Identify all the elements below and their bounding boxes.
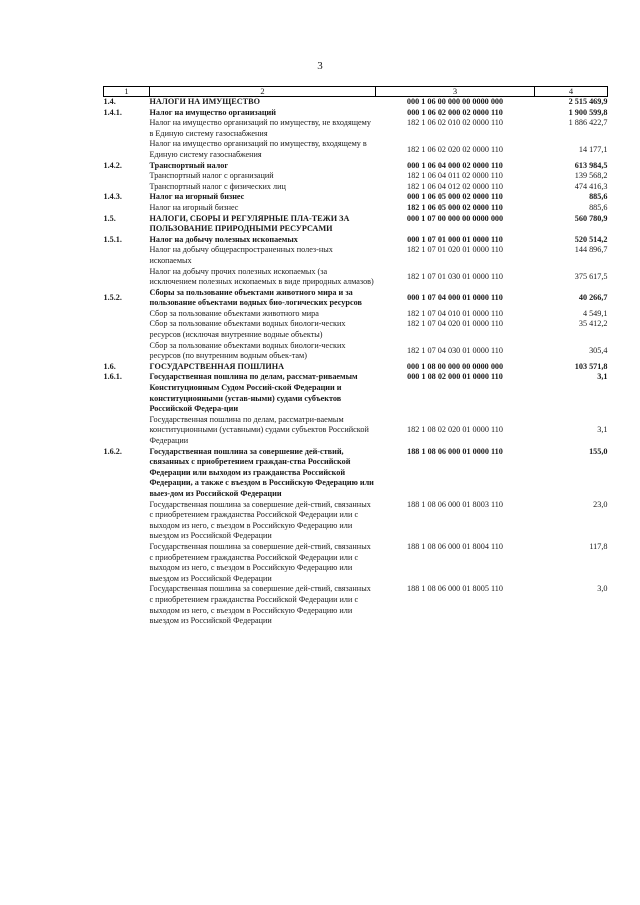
row-name: Налог на имущество организаций по имуществу, входящему в Единую систему газоснабжения — [149, 139, 367, 159]
row-name: Транспортный налог — [149, 160, 229, 170]
row-number — [104, 203, 150, 214]
row-number — [104, 584, 150, 626]
row-amount: 155,0 — [589, 446, 608, 456]
row-code: 188 1 08 06 000 01 8005 110 — [407, 584, 503, 594]
row-name: Государственная пошлина по делам, рассматри-ваемым конституционными (уставными) судами субъектов Российской Федерации — [149, 414, 369, 445]
header-col-4: 4 — [535, 87, 608, 97]
row-amount: 305,4 — [589, 345, 608, 355]
row-number — [104, 245, 150, 266]
table-row — [104, 288, 608, 309]
header-row — [104, 87, 608, 97]
table-row — [104, 245, 608, 266]
budget-table — [103, 86, 608, 627]
row-name: Налог на имущество организаций по имуществу, не входящему в Единую систему газоснабжения — [149, 118, 371, 138]
row-name: Сбор за пользование объектами водных биологи-ческих ресурсов (по внутренним водным объек-там) — [149, 340, 346, 361]
row-amount: 23,0 — [593, 499, 608, 509]
row-name: Государственная пошлина по делам, рассмат-риваемым Конституционным Судом Россий-ской Федерации и конституционными (устав-ными) судами субъектов Российской Федера-ции — [149, 372, 358, 414]
row-number: 1.4. — [104, 97, 150, 108]
row-amount: 3,1 — [597, 425, 608, 435]
table-row — [104, 362, 608, 373]
table-row — [104, 192, 608, 203]
table-row — [104, 161, 608, 172]
row-code: 182 1 07 01 020 01 0000 110 — [407, 245, 503, 255]
row-name: НАЛОГИ, СБОРЫ И РЕГУЛЯРНЫЕ ПЛА-ТЕЖИ ЗА ПОЛЬЗОВАНИЕ ПРИРОДНЫМИ РЕСУРСАМИ — [149, 213, 350, 234]
table-row — [104, 447, 608, 500]
row-name: Государственная пошлина за совершение дей-ствий, связанных с приобретением гражданства Российской Федерации или с выходом из него, с въездом в Российскую Федерацию или выездом из Российской Федерации — [149, 584, 371, 626]
row-number — [104, 415, 150, 447]
row-code: 000 1 06 05 000 02 0000 110 — [407, 192, 503, 202]
row-number: 1.5. — [103, 213, 116, 223]
row-code: 182 1 06 02 010 02 0000 110 — [407, 118, 503, 128]
row-amount: 103 571,8 — [574, 361, 608, 371]
row-number — [104, 182, 150, 193]
row-name: Сборы за пользование объектами животного мира и за пользование объектами водных био-логических ресурсов — [149, 287, 362, 308]
row-name: Сбор за пользование объектами животного мира — [149, 308, 319, 318]
table-row — [104, 341, 608, 362]
row-code: 182 1 07 04 010 01 0000 110 — [407, 308, 503, 318]
row-number: 1.4.1. — [103, 107, 122, 117]
row-code: 000 1 07 00 000 00 0000 000 — [406, 213, 504, 223]
row-amount: 474 416,3 — [574, 181, 608, 191]
row-name: Государственная пошлина за совершение дей-ствий, связанных с приобретением гражданства Российской Федерации или с выходом из него, с въездом в Российскую Федерацию или выездом из Российской Федерации — [149, 499, 371, 541]
row-code: 000 1 08 00 000 00 0000 000 — [406, 361, 504, 371]
row-code: 000 1 06 02 000 02 0000 110 — [407, 107, 503, 117]
row-amount: 4 549,1 — [582, 308, 608, 318]
row-code: 182 1 07 04 020 01 0000 110 — [407, 319, 503, 329]
row-name: Сбор за пользование объектами водных биологи-ческих ресурсов (исключая внутренние водные объекты) — [149, 319, 346, 340]
row-amount: 3,0 — [597, 584, 608, 594]
row-amount: 144 896,7 — [574, 245, 608, 255]
row-number — [104, 542, 150, 584]
table-row — [104, 203, 608, 214]
row-number: 1.4.2. — [103, 160, 122, 170]
table-row — [104, 171, 608, 182]
table-row — [104, 309, 608, 320]
row-number: 1.5.1. — [103, 234, 122, 244]
row-name: Налог на добычу полезных ископаемых — [149, 234, 298, 244]
table-row — [104, 139, 608, 160]
row-code: 182 1 07 04 030 01 0000 110 — [407, 345, 503, 355]
row-name: Налог на добычу общераспространенных полез-ных ископаемых — [149, 245, 333, 265]
row-code: 182 1 08 02 020 01 0000 110 — [407, 425, 503, 435]
row-number — [104, 267, 150, 288]
table-body — [104, 97, 608, 627]
row-number: 1.6.1. — [103, 372, 122, 382]
row-code: 000 1 08 02 000 01 0000 110 — [407, 372, 503, 382]
row-number — [104, 309, 150, 320]
row-name: Налог на игорный бизнес — [149, 192, 245, 202]
row-amount: 139 568,2 — [574, 171, 608, 181]
row-name: Транспортный налог с физических лиц — [149, 181, 286, 191]
table-row — [104, 97, 608, 108]
row-amount: 40 266,7 — [578, 292, 608, 302]
row-number — [104, 118, 150, 139]
row-number — [104, 341, 150, 362]
table-row — [104, 584, 608, 626]
row-code: 182 1 06 04 012 02 0000 110 — [407, 181, 503, 191]
row-amount: 1 900 599,8 — [568, 107, 608, 117]
row-name: Государственная пошлина за совершение дей-ствий, связанных с приобретением гражданства Российской Федерации или с выходом из него, с въездом в Российскую Федерацию или выездом из Российской Федерации — [149, 541, 371, 583]
table-row — [104, 542, 608, 584]
row-amount: 117,8 — [589, 541, 608, 551]
row-amount: 520 514,2 — [574, 234, 608, 244]
table-row — [104, 235, 608, 246]
row-code: 000 1 07 01 000 01 0000 110 — [407, 234, 503, 244]
row-name: Государственная пошлина за совершение дей-ствий, связанных с приобретением граждан-ства Российской Федерации или выходом из гражданства Российской Федерации, а также с въездом в Российскую Федерацию или выез-дом из Российской Федерации — [149, 446, 374, 498]
row-amount: 885,6 — [589, 202, 608, 212]
table-row — [104, 267, 608, 288]
row-name: Налог на добычу прочих полезных ископаемых (за исключением полезных ископаемых в виде природных алмазов) — [149, 266, 374, 287]
table-row — [104, 108, 608, 119]
row-number — [104, 171, 150, 182]
header-col-3: 3 — [376, 87, 535, 97]
row-amount: 1 886 422,7 — [568, 118, 608, 128]
row-code: 000 1 06 04 000 02 0000 110 — [407, 160, 503, 170]
table-row — [104, 118, 608, 139]
row-amount: 885,6 — [589, 192, 608, 202]
row-number: 1.6. — [103, 361, 116, 371]
row-name: ГОСУДАРСТВЕННАЯ ПОШЛИНА — [149, 361, 284, 371]
row-amount: 560 780,9 — [574, 213, 608, 223]
table-row — [104, 319, 608, 340]
row-code: 188 1 08 06 000 01 0000 110 — [407, 446, 503, 456]
row-name: Налог на игорный бизнес — [149, 202, 239, 212]
row-number — [104, 319, 150, 340]
row-amount: 613 984,5 — [574, 160, 608, 170]
row-amount: 3,1 — [597, 372, 608, 382]
row-code: 000 1 06 00 000 00 0000 000 — [376, 97, 535, 108]
row-name: Налог на имущество организаций — [149, 107, 276, 117]
header-col-1: 1 — [104, 87, 150, 97]
row-code: 182 1 07 01 030 01 0000 110 — [407, 271, 503, 281]
row-number — [104, 139, 150, 160]
row-code: 182 1 06 04 011 02 0000 110 — [407, 171, 503, 181]
row-amount: 2 515 469,9 — [535, 97, 608, 108]
row-number — [104, 500, 150, 542]
row-number: 1.5.2. — [103, 292, 122, 302]
row-amount: 375 617,5 — [574, 271, 608, 281]
row-amount: 35 412,2 — [578, 319, 608, 329]
header-col-2: 2 — [150, 87, 376, 97]
table-row — [104, 182, 608, 193]
table-row — [104, 415, 608, 447]
row-code: 000 1 07 04 000 01 0000 110 — [407, 292, 503, 302]
row-number: 1.4.3. — [103, 192, 122, 202]
row-name: НАЛОГИ НА ИМУЩЕСТВО — [150, 97, 376, 108]
row-code: 188 1 08 06 000 01 8004 110 — [407, 541, 503, 551]
table-row — [104, 500, 608, 542]
page-number: 3 — [317, 60, 323, 72]
row-name: Транспортный налог с организаций — [149, 171, 274, 181]
row-code: 182 1 06 02 020 02 0000 110 — [407, 144, 503, 154]
row-code: 182 1 06 05 000 02 0000 110 — [407, 202, 503, 212]
table-row — [104, 372, 608, 414]
row-number: 1.6.2. — [103, 446, 122, 456]
table-row — [104, 214, 608, 235]
row-code: 188 1 08 06 000 01 8003 110 — [407, 499, 503, 509]
row-amount: 14 177,1 — [578, 144, 608, 154]
